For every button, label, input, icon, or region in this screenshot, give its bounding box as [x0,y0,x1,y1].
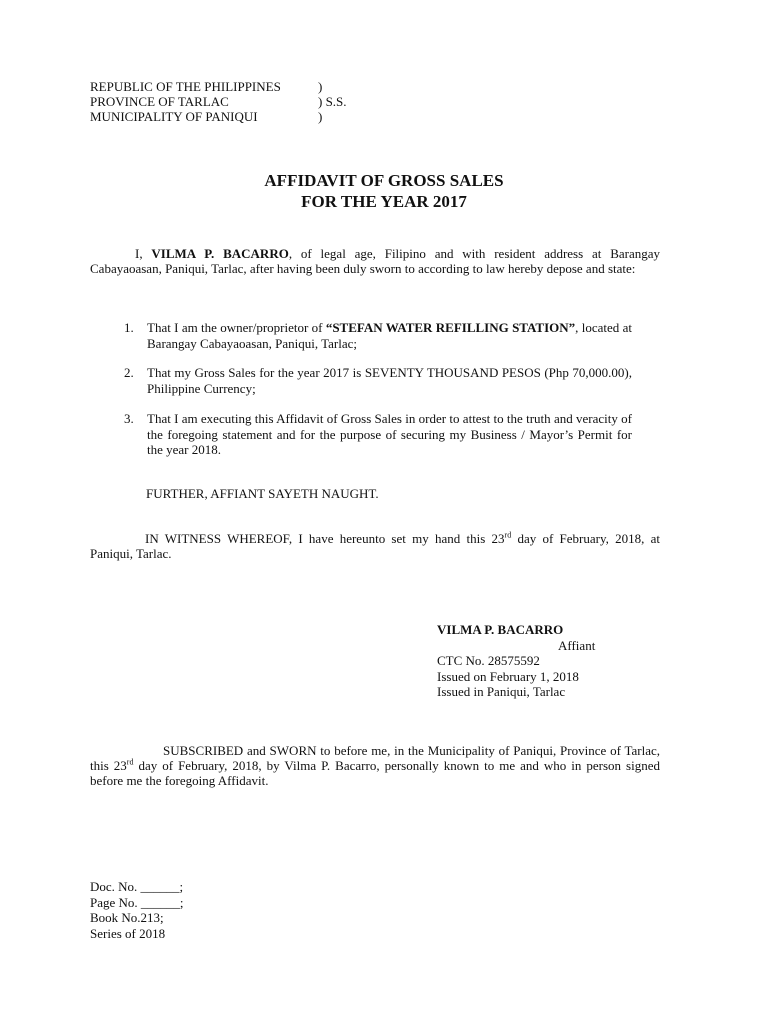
document-title: AFFIDAVIT OF GROSS SALES [264,171,504,190]
venue-line-municipality: MUNICIPALITY OF PANIQUI ) [90,109,323,124]
venue-block [90,79,410,124]
further-statement: FURTHER, AFFIANT SAYETH NAUGHT. [146,486,379,501]
doc-number: Doc. No. ______; [90,879,184,894]
affiant-name: VILMA P. BACARRO [151,246,289,261]
page-number: Page No. ______; [90,894,184,910]
statement-item-3: 3. That I am executing this Affidavit of Gross Sales in order to attest to the truth and veracity of the foregoing statement and for the purpose of securing my Business / Mayor’s Permit for the year 2018. [124,411,632,457]
intro-paragraph: I, VILMA P. BACARRO, of legal age, Filipino and with resident address at Barangay Cabayaoasan, Paniqui, Tarlac, after having been duly sworn to according to law hereby depose and state: [90,246,661,276]
document-subtitle: FOR THE YEAR 2017 [301,192,467,211]
series: Series of 2018 [90,925,166,941]
statement-item-1: 1. That I am the owner/proprietor of “STEFAN WATER REFILLING STATION”, located at Barangay Cabayaoasan, Paniqui, Tarlac; [124,320,632,351]
jurat-paragraph: SUBSCRIBED and SWORN to before me, in the Municipality of Paniqui, Province of Tarlac, this 23rd day of February, 2018, by Vilma P. Bacarro, personally known to me and who in person signed before me the foregoing Affidavit. [90,743,660,788]
statement-item-2: 2. That my Gross Sales for the year 2017 is SEVENTY THOUSAND PESOS (Php 70,000.00), Philippine Currency; [124,365,632,396]
signature-block [437,622,595,700]
issued-on: Issued on February 1, 2018 [437,668,579,684]
venue-line-province: PROVINCE OF TARLAC ) S.S. [90,94,347,109]
book-number: Book No.213; [90,910,164,925]
signer-name: VILMA P. BACARRO [437,622,564,637]
notarial-register [90,879,184,941]
witness-paragraph: IN WITNESS WHEREOF, I have hereunto set my hand this 23rd day of February, 2018, at Paniqui, Tarlac. [90,530,660,561]
ctc-number: CTC No. 28575592 [437,653,540,668]
venue-line-republic: REPUBLIC OF THE PHILIPPINES ) [90,79,323,94]
signer-role: Affiant [558,637,596,653]
issued-in: Issued in Paniqui, Tarlac [437,684,566,699]
business-name: “STEFAN WATER REFILLING STATION” [325,320,576,335]
